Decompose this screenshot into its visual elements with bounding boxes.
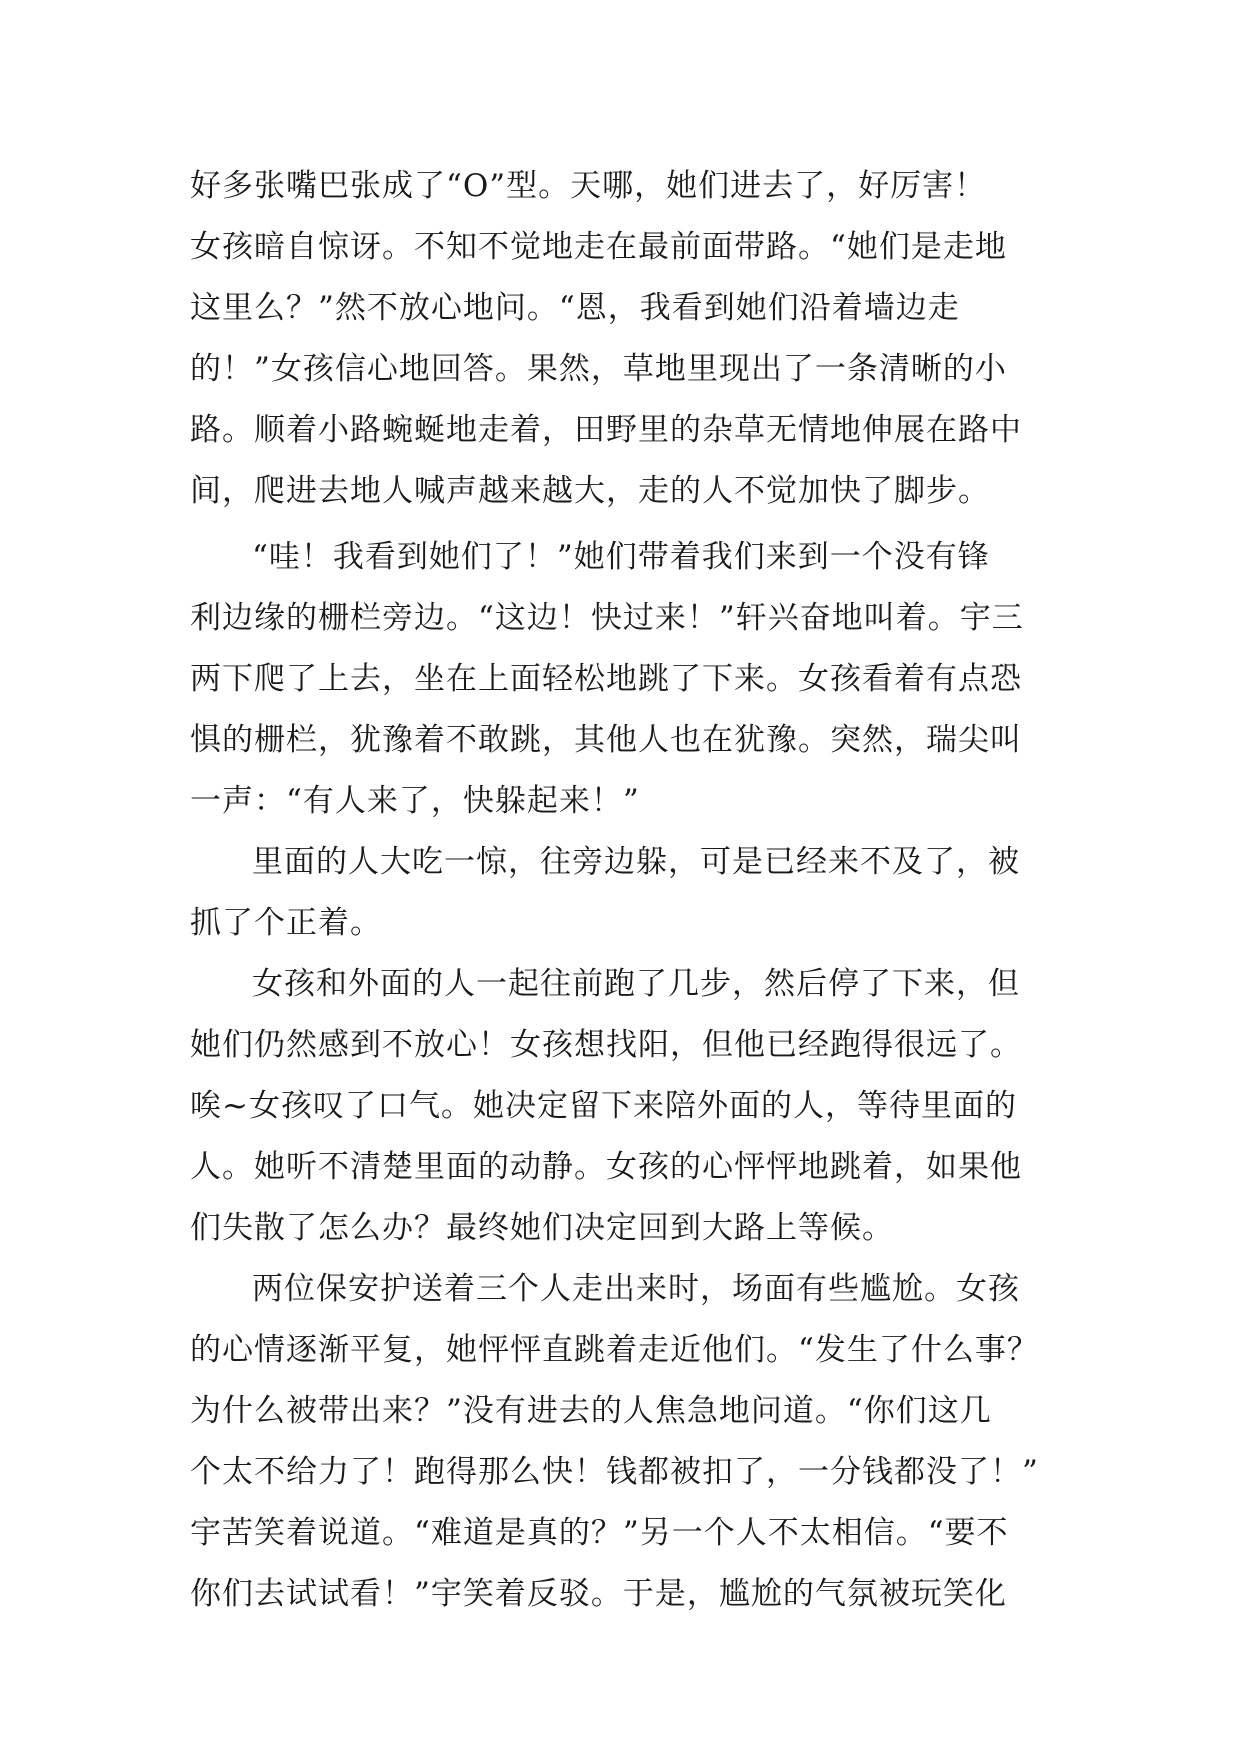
paragraph-first-line: “哇！我看到她们了！”她们带着我们来到一个没有锋 [252, 539, 990, 575]
paragraph-first-line: 女孩和外面的人一起往前跑了几步，然后停了下来，但 [252, 966, 1020, 1002]
text-line: 好多张嘴巴张成了“O”型。天哪，她们进去了，好厉害！ [190, 168, 987, 204]
text-line: 个太不给力了！跑得那么快！钱都被扣了，一分钱都没了！” [190, 1454, 1039, 1490]
text-line: 间，爬进去地人喊声越来越大，走的人不觉加快了脚步。 [190, 473, 990, 509]
paragraph-first-line: 两位保安护送着三个人走出来时，场面有些尴尬。女孩 [252, 1271, 1020, 1307]
text-line: 你们去试试看！”宇笑着反驳。于是，尴尬的气氛被玩笑化 [190, 1576, 1007, 1612]
paragraph-first-line: 里面的人大吃一惊，往旁边躲，可是已经来不及了，被 [252, 844, 1020, 880]
text-line: 女孩暗自惊讶。不知不觉地走在最前面带路。“她们是走地 [190, 229, 1007, 265]
text-line: 利边缘的栅栏旁边。“这边！快过来！”轩兴奋地叫着。宇三 [190, 600, 1024, 636]
body-text [190, 156, 1070, 1625]
text-line: 们失散了怎么办？最终她们决定回到大路上等候。 [190, 1210, 894, 1246]
text-line: 路。顺着小路蜿蜒地走着，田野里的杂草无情地伸展在路中 [190, 412, 1022, 448]
text-line: 她们仍然感到不放心！女孩想找阳，但他已经跑得很远了。 [190, 1027, 1022, 1063]
text-line: 一声：“有人来了，快躲起来！” [190, 783, 640, 819]
text-line: 的心情逐渐平复，她怦怦直跳着走近他们。“发生了什么事？ [190, 1332, 1039, 1368]
text-line: 这里么？”然不放心地问。“恩，我看到她们沿着墙边走 [190, 290, 960, 326]
text-line: 唉~女孩叹了口气。她决定留下来陪外面的人，等待里面的 [190, 1088, 1017, 1124]
text-line: 的！”女孩信心地回答。果然，草地里现出了一条清晰的小 [190, 351, 1007, 387]
text-line: 人。她听不清楚里面的动静。女孩的心怦怦地跳着，如果他 [190, 1149, 1022, 1185]
text-line: 惧的栅栏，犹豫着不敢跳，其他人也在犹豫。突然，瑞尖叫 [190, 722, 1022, 758]
text-line: 两下爬了上去，坐在上面轻松地跳了下来。女孩看着有点恐 [190, 661, 1022, 697]
text-line: 为什么被带出来？”没有进去的人焦急地问道。“你们这几 [190, 1393, 992, 1429]
text-line: 宇苦笑着说道。“难道是真的？”另一个人不太相信。“要不 [190, 1515, 1009, 1551]
text-line: 抓了个正着。 [190, 905, 382, 941]
